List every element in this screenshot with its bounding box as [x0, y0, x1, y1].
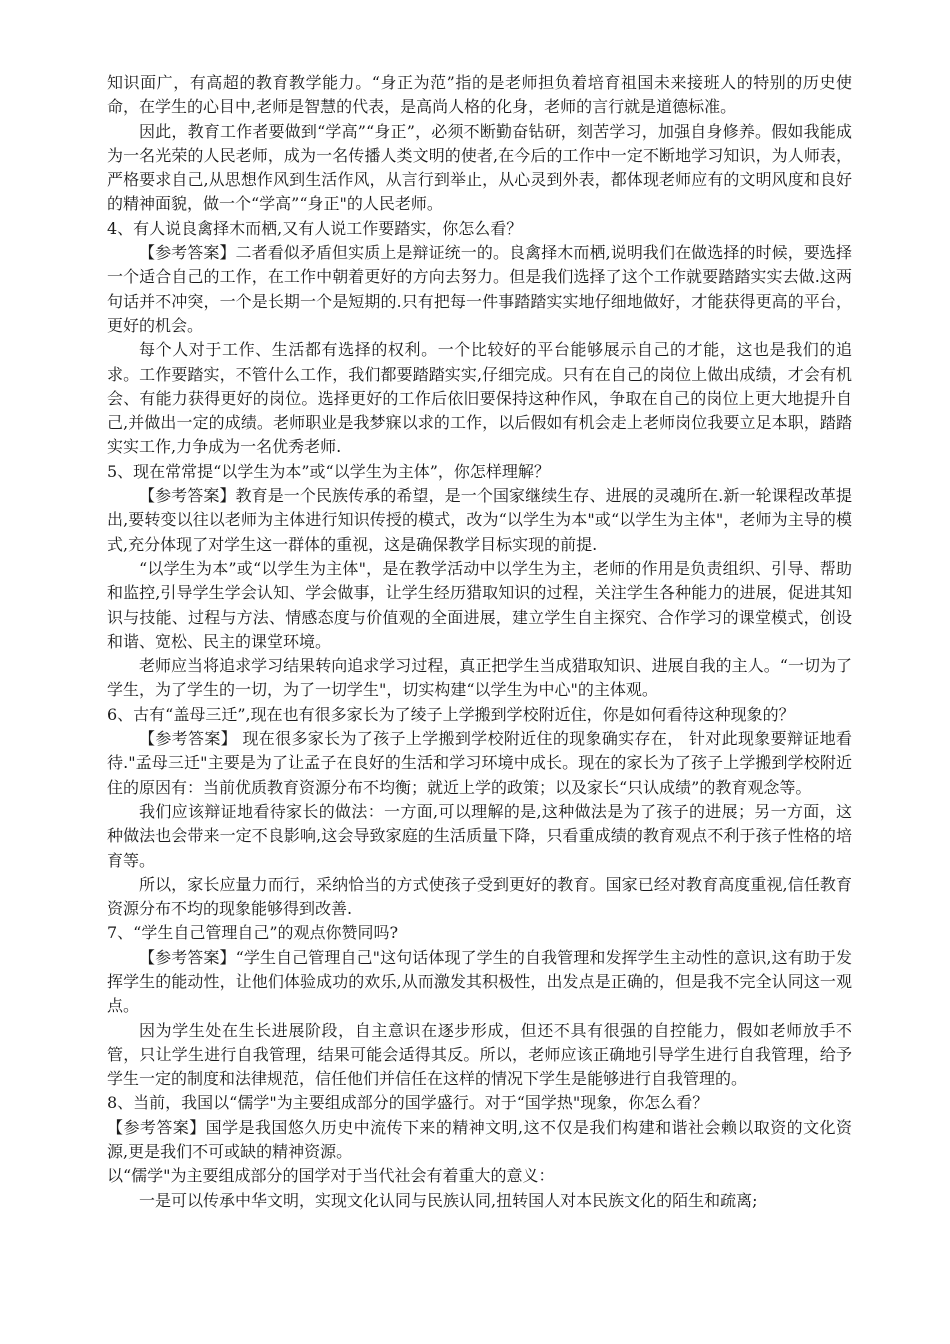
paragraph: 知识面广，有高超的教育教学能力。“身正为范”指的是老师担负着培育祖国未来接班人的特别的历史使命，在学生的心目中,老师是智慧的代表，是高尚人格的化身，老师的言行就是道德标准。 [107, 73, 852, 117]
question-6: 6、古有“盖母三迁”,现在也有很多家长为了绫子上学搬到学校附近住，你是如何看待这种现象的？ [107, 704, 795, 724]
answer-6 [107, 727, 852, 800]
answer-tag: 【参考答案】 [139, 243, 236, 263]
answer-8 [107, 1116, 852, 1165]
paragraph: 所以，家长应量力而行，采纳恰当的方式使孩子受到更好的教育。国家已经对教育高度重视,信任教育资源分布不均的现象能够得到改善. [107, 874, 852, 919]
question-5: 5、现在常常提“以学生为本”或“以学生为主体”，你怎样理解？ [107, 461, 550, 481]
paragraph: 每个人对于工作、生活都有选择的权利。一个比较好的平台能够展示自己的才能，这也是我们的追求。工作要踏实，不管什么工作，我们都要踏踏实实,仔细完成。只有在自己的岗位上做出成绩，才会有机会、有能力获得更好的岗位。选择更好的工作后依旧要保持这种作风，争取在自己的岗位上更大地提升自己,并做出一定的成绩。老师职业是我梦寐以求的工作，以后假如有机会走上老师岗位我要立足本职，踏踏实实工作,力争成为一名优秀老师. [107, 340, 852, 457]
paragraph: 以“儒学"为主要组成部分的国学对于当代社会有着重大的意义： [107, 1166, 555, 1186]
answer-tag: 【参考答案】 [107, 1117, 206, 1137]
question-4: 4、有人说良禽择木而栖,又有人说工作要踏实，你怎么看？ [107, 218, 523, 238]
answer-tag: 【参考答案】 [139, 729, 238, 749]
document-body [107, 71, 852, 1213]
paragraph: 老师应当将追求学习结果转向追求学习过程，真正把学生当成猎取知识、进展自我的主人。“一切为了学生，为了学生的一切，为了一切学生"，切实构建“以学生为中心"的主体观。 [107, 656, 852, 700]
answer-text: 现在很多家长为了孩子上学搬到学校附近住的现象确实存在， 针对此现象要辩证地看待."孟母三迁"主要是为了让孟子在良好的生活和学习环境中成长。现在的家长为了孩子上学搬到学校附近住的原因有：当前优质教育资源分布不均衡；就近上学的政策；以及家长“只认成绩”的教育观念等。 [107, 729, 852, 797]
answer-7 [107, 946, 852, 1019]
question-7: 7、“学生自己管理自己”的观点你赞同吗? [107, 923, 399, 943]
answer-4 [107, 241, 852, 338]
answer-text: 国学是我国悠久历史中流传下来的精神文明,这不仅是我们构建和谐社会赖以取资的文化资源,更是我们不可或缺的精神资源。 [107, 1117, 852, 1162]
answer-5 [107, 484, 852, 557]
answer-text: “学生自己管理自己"这句话体现了学生的自我管理和发挥学生主动性的意识,这有助于发挥学生的能动性，让他们体验成功的欢乐,从而激发其积极性，出发点是正确的，但是我不完全认同这一观点。 [107, 947, 852, 1016]
paragraph: 因为学生处在生长进展阶段，自主意识在逐步形成，但还不具有很强的自控能力，假如老师放手不管，只让学生进行自我管理，结果可能会适得其反。所以，老师应该正确地引导学生进行自我管理，给予学生一定的制度和法律规范，信任他们并信任在这样的情况下学生是能够进行自我管理的。 [107, 1020, 852, 1089]
answer-text: 教育是一个民族传承的希望，是一个国家继续生存、进展的灵魂所在.新一轮课程改革提出,要转变以往以老师为主体进行知识传授的模式，改为“以学生为本"或“以学生为主体"，老师为主导的模式,充分体现了对学生这一群体的重视，这是确保教学目标实现的前提. [107, 486, 852, 554]
question-8: 8、当前，我国以“儒学"为主要组成部分的国学盛行。对于“国学热"现象，你怎么看？ [107, 1093, 709, 1113]
paragraph: 因此，教育工作者要做到“学高”“身正”，必须不断勤奋钻研，刻苦学习，加强自身修养。假如我能成为一名光荣的人民老师，成为一名传播人类文明的使者,在今后的工作中一定不断地学习知识，为人师表，严格要求自己,从思想作风到生活作风，从言行到举止，从心灵到外表，都体现老师应有的文明风度和良好的精神面貌，做一个“学高”“身正"的人民老师。 [107, 121, 852, 214]
paragraph: 我们应该辩证地看待家长的做法：一方面,可以理解的是,这种做法是为了孩子的进展；另一方面，这种做法也会带来一定不良影响,这会导致家庭的生活质量下降，只看重成绩的教育观点不利于孩子性格的培育等。 [107, 801, 852, 870]
answer-tag: 【参考答案】 [139, 486, 236, 506]
paragraph: “以学生为本”或“以学生为主体"，是在教学活动中以学生为主，老师的作用是负责组织、引导、帮助和监控,引导学生学会认知、学会做事，让学生经历猎取知识的过程，关注学生各种能力的进展，促进其知识与技能、过程与方法、情感态度与价值观的全面进展，建立学生自主探究、合作学习的课堂模式，创设和谐、宽松、民主的课堂环境。 [107, 558, 852, 651]
answer-text: 二者看似矛盾但实质上是辩证统一的。良禽择木而栖,说明我们在做选择的时候，要选择一个适合自己的工作，在工作中朝着更好的方向去努力。但是我们选择了这个工作就要踏踏实实去做.这两句话并不冲突，一个是长期一个是短期的.只有把每一件事踏踏实实地仔细地做好，才能获得更高的平台，更好的机会。 [107, 243, 852, 335]
paragraph: 一是可以传承中华文明，实现文化认同与民族认同,扭转国人对本民族文化的陌生和疏离; [139, 1190, 758, 1210]
answer-tag: 【参考答案】 [139, 947, 236, 967]
